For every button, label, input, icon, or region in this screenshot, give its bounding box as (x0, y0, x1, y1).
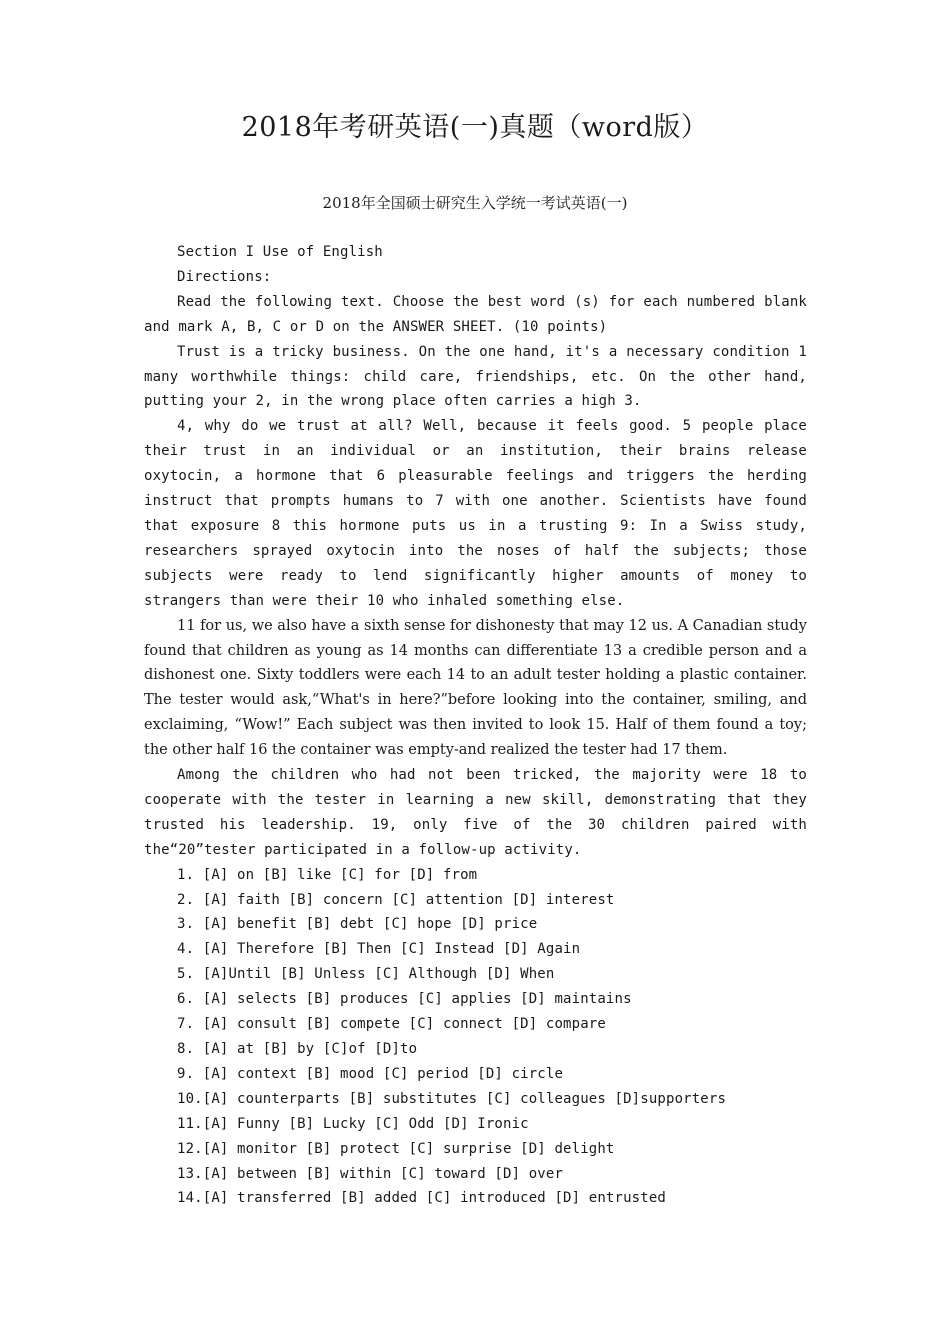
option-item: 1. [A] on [B] like [C] for [D] from (177, 866, 478, 883)
option-item: 4. [A] Therefore [B] Then [C] Instead [D] Again (177, 941, 581, 958)
document-subtitle: 2018年全国硕士研究生入学统一考试英语(一) (322, 194, 628, 212)
option-item: 11.[A] Funny [B] Lucky [C] Odd [D] Ironic (177, 1115, 529, 1132)
document-body (144, 240, 807, 1211)
passage-paragraph-2: 4, why do we trust at all? Well, because it feels good. 5 people place their trust in an individual or an institution, their brains release oxytocin, a hormone that 6 pleasurable feelings and triggers the herding instruct that prompts humans to 7 with one another. Scientists have found that exposure 8 this hormone puts us in a trusting 9: In a Swiss study, researchers sprayed oxytocin into the noses of half the subjects; those subjects were ready to lend significantly higher amounts of money to strangers than were their 10 who inhaled something else. (144, 418, 807, 609)
option-item: 2. [A] faith [B] concern [C] attention [D] interest (177, 891, 615, 908)
option-item: 12.[A] monitor [B] protect [C] surprise [D] delight (177, 1140, 615, 1157)
instructions-paragraph: Read the following text. Choose the best word (s) for each numbered blank and mark A, B, C or D on the ANSWER SHEET. (10 points) (144, 293, 807, 335)
option-item: 14.[A] transferred [B] added [C] introduced [D] entrusted (177, 1190, 666, 1207)
section-heading: Section I Use of English (177, 244, 383, 260)
passage-paragraph-4: Among the children who had not been tricked, the majority were 18 to cooperate with the tester in learning a new skill, demonstrating that they trusted his leadership. 19, only five of the 30 children paired with the“20”tester participated in a follow-up activity. (144, 767, 807, 858)
document-title: 2018年考研英语(一)真题（word版） (241, 112, 709, 143)
directions-label: Directions: (177, 268, 272, 285)
options-list (144, 863, 807, 1212)
passage-paragraph-1: Trust is a tricky business. On the one hand, it's a necessary condition 1 many worthwhile things: child care, friendships, etc. On the other hand, putting your 2, in the wrong place often carries a high 3. (144, 343, 807, 410)
passage-paragraph-3: 11 for us, we also have a sixth sense for dishonesty that may 12 us. A Canadian study found that children as young as 14 months can differentiate 13 a credible person and a dishonest one. Sixty toddlers were each 14 to an adult tester holding a plastic container. The tester would ask,“What's in here?”before looking into the container, smiling, and exclaiming, “Wow!” Each subject was then invited to look 15. Half of them found a toy; the other half 16 the container was empty-and realized the tester had 17 them. (144, 617, 807, 759)
option-item: 6. [A] selects [B] produces [C] applies [D] maintains (177, 991, 632, 1008)
option-item: 3. [A] benefit [B] debt [C] hope [D] price (177, 916, 538, 933)
option-item: 5. [A]Until [B] Unless [C] Although [D] When (177, 966, 555, 983)
option-item: 8. [A] at [B] by [C]of [D]to (177, 1041, 418, 1057)
option-item: 10.[A] counterparts [B] substitutes [C] colleagues [D]supporters (177, 1090, 727, 1107)
option-item: 9. [A] context [B] mood [C] period [D] circle (177, 1065, 564, 1082)
option-item: 7. [A] consult [B] compete [C] connect [D] compare (177, 1016, 606, 1033)
option-item: 13.[A] between [B] within [C] toward [D] over (177, 1165, 564, 1182)
